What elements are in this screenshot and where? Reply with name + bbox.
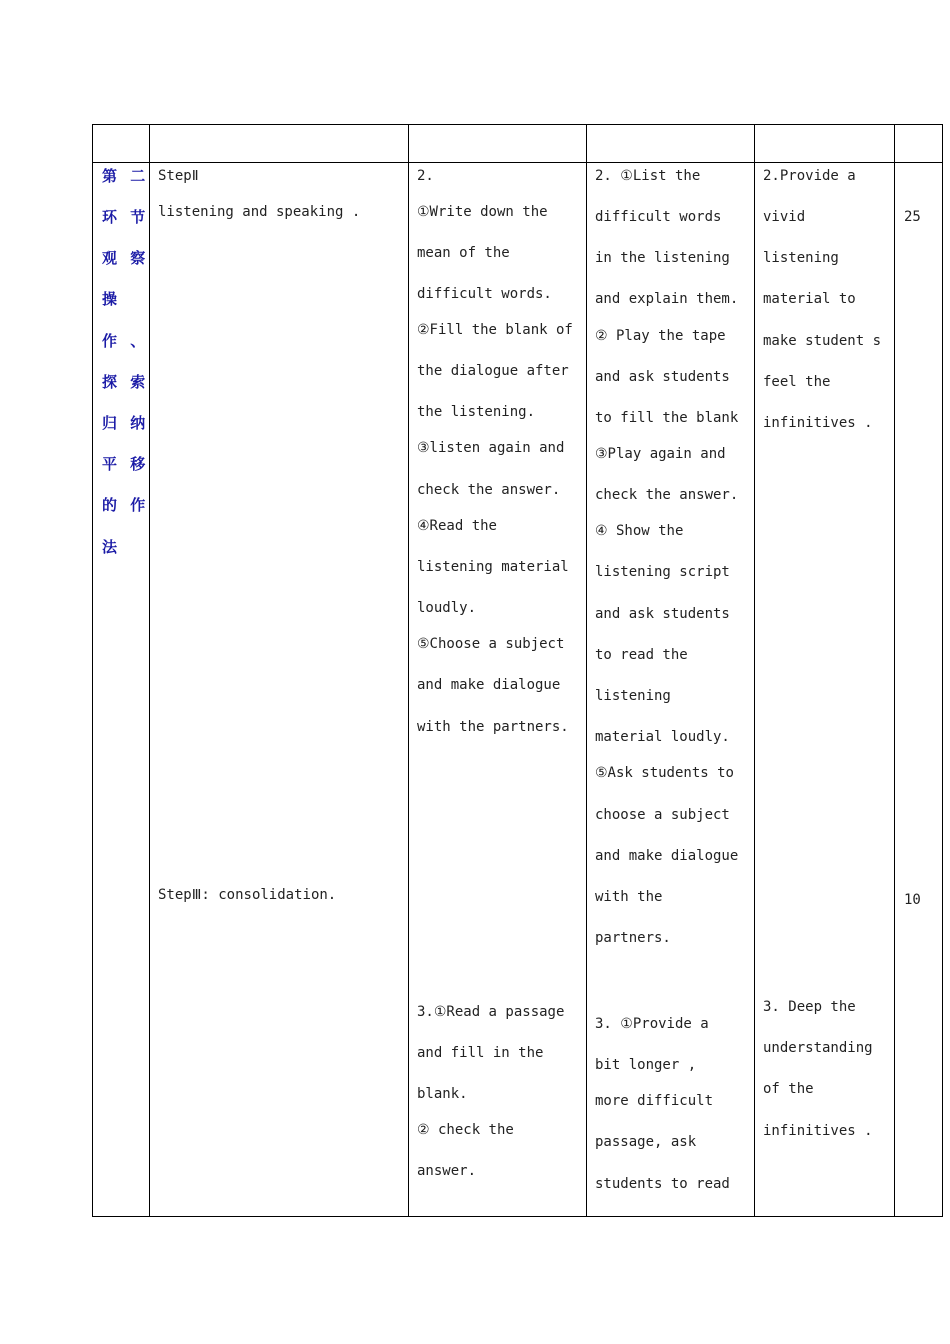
stage-label-line: 操 — [102, 290, 122, 308]
intent-line: listening — [763, 250, 839, 266]
students-line: loudly. — [417, 600, 477, 616]
step2-title: StepⅡ — [158, 168, 199, 184]
students-line: check the answer. — [417, 482, 561, 498]
step2-subtitle: listening and speaking . — [158, 204, 361, 220]
intent-line: of the — [763, 1081, 814, 1097]
students-line: ② check the — [417, 1122, 514, 1138]
teacher-line: 3. ①Provide a — [595, 1016, 709, 1032]
teacher-line: ④ Show the — [595, 523, 684, 539]
stage-label-line: 平 移 — [102, 455, 150, 473]
table-left-border — [92, 124, 93, 1217]
students-line: blank. — [417, 1086, 468, 1102]
teacher-line: and ask students — [595, 369, 730, 385]
students-line: ③listen again and — [417, 440, 565, 456]
intent-line: infinitives . — [763, 1123, 873, 1139]
teacher-line: 2. ①List the — [595, 168, 701, 184]
students-line: with the partners. — [417, 719, 569, 735]
intent-line: vivid — [763, 209, 806, 225]
teacher-line: difficult words — [595, 209, 722, 225]
intent-line: 3. Deep the — [763, 999, 856, 1015]
stage-label-line: 第 二 — [102, 167, 150, 185]
stage-label-line: 观 察 — [102, 249, 150, 267]
stage-label-line: 作 、 — [102, 332, 150, 350]
intent-line: infinitives . — [763, 415, 873, 431]
teacher-line: passage, ask — [595, 1134, 697, 1150]
column-divider — [408, 124, 409, 1217]
students-line: 2. — [417, 168, 434, 184]
students-line: the listening. — [417, 404, 536, 420]
teacher-line: material loudly. — [595, 729, 730, 745]
teacher-line: to read the — [595, 647, 688, 663]
students-line: and make dialogue — [417, 677, 561, 693]
teacher-line: students to read — [595, 1176, 730, 1192]
teacher-line: check the answer. — [595, 487, 739, 503]
intent-line: material to — [763, 291, 856, 307]
stage-label-line: 环 节 — [102, 208, 150, 226]
column-divider — [894, 124, 895, 1217]
stage-label-line: 探 索 — [102, 373, 150, 391]
column-divider — [149, 124, 150, 1217]
teacher-line: ⑤Ask students to — [595, 765, 734, 781]
time-minutes-step2: 25 — [904, 209, 921, 225]
students-line: 3.①Read a passage — [417, 1004, 565, 1020]
teacher-line: in the listening — [595, 250, 730, 266]
teacher-line: and explain them. — [595, 291, 739, 307]
students-line: ①Write down the — [417, 204, 548, 220]
teacher-line: ③Play again and — [595, 446, 726, 462]
teacher-line: to fill the blank — [595, 410, 739, 426]
table-bottom-border — [92, 1216, 943, 1217]
teacher-line: ② Play the tape — [595, 328, 726, 344]
students-line: answer. — [417, 1163, 477, 1179]
header-row-divider — [92, 162, 943, 163]
teacher-line: listening script — [595, 564, 730, 580]
students-line: listening material — [417, 559, 569, 575]
students-line: ④Read the — [417, 518, 497, 534]
students-line: mean of the — [417, 245, 510, 261]
step3-title: StepⅢ: consolidation. — [158, 887, 337, 903]
column-divider — [586, 124, 587, 1217]
stage-label-line: 归 纳 — [102, 414, 150, 432]
table-right-border — [942, 124, 943, 1217]
students-line: difficult words. — [417, 286, 552, 302]
students-line: the dialogue after — [417, 363, 569, 379]
teacher-line: with the — [595, 889, 663, 905]
teacher-line: and make dialogue — [595, 848, 739, 864]
teacher-line: partners. — [595, 930, 671, 946]
stage-label-line: 的 作 — [102, 496, 150, 514]
intent-line: 2.Provide a — [763, 168, 856, 184]
stage-label-line: 法 — [102, 538, 122, 556]
time-minutes-step3: 10 — [904, 892, 921, 908]
intent-line: feel the — [763, 374, 831, 390]
students-line: and fill in the — [417, 1045, 544, 1061]
table-top-border — [92, 124, 943, 125]
teacher-line: bit longer , — [595, 1057, 697, 1073]
teacher-line: listening — [595, 688, 671, 704]
teacher-line: and ask students — [595, 606, 730, 622]
teacher-line: more difficult — [595, 1093, 714, 1109]
column-divider — [754, 124, 755, 1217]
intent-line: make student s — [763, 333, 882, 349]
students-line: ⑤Choose a subject — [417, 636, 565, 652]
teacher-line: choose a subject — [595, 807, 730, 823]
students-line: ②Fill the blank of — [417, 322, 573, 338]
intent-line: understanding — [763, 1040, 873, 1056]
